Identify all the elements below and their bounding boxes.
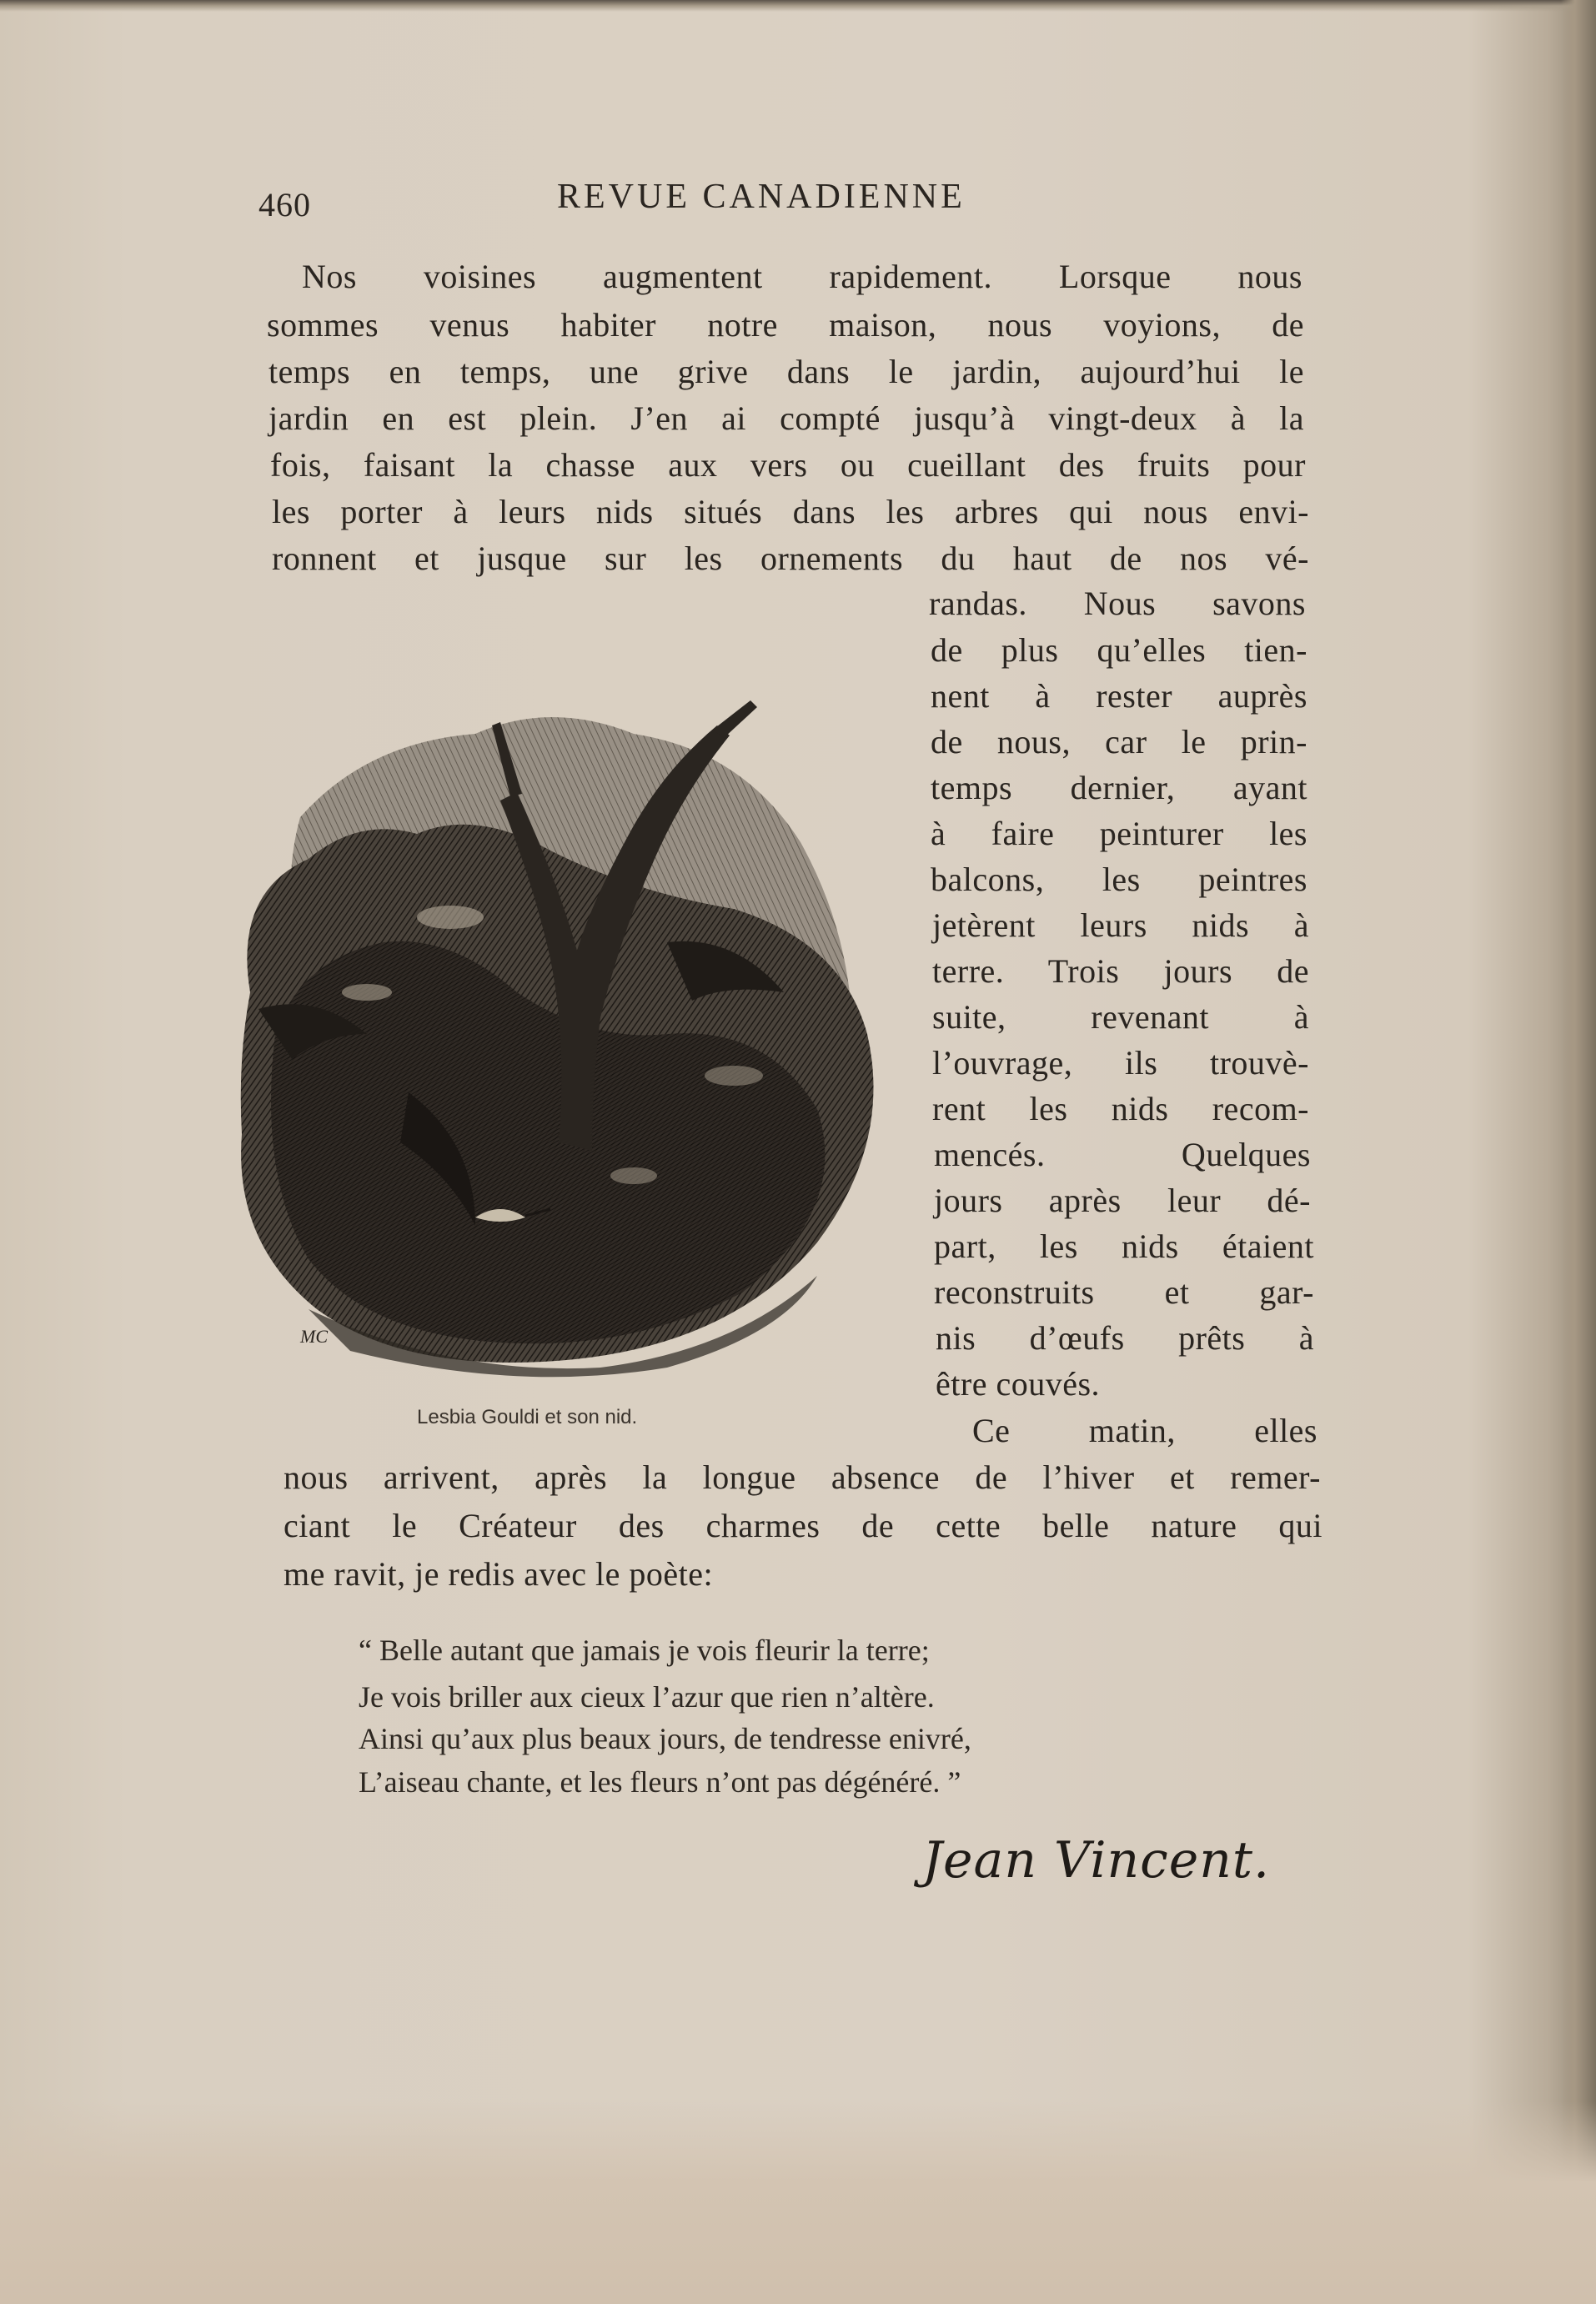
page-top-edge (0, 0, 1596, 12)
column-line-14: jours après leur dé- (934, 1182, 1311, 1219)
column-line-16: reconstruits et gar- (934, 1273, 1314, 1311)
column-line-19: Ce matin, elles (972, 1412, 1317, 1449)
column-line-11: l’ouvrage, ils trouvè- (932, 1044, 1309, 1082)
column-line-18: être couvés. (936, 1365, 1101, 1403)
body-line-5: fois, faisant la chasse aux vers ou cueillant des fruits pour (270, 446, 1306, 484)
closing-line-2: ciant le Créateur des charmes de cette belle nature qui (284, 1507, 1322, 1544)
body-line-7: ronnent et jusque sur les ornements du haut de nos vé- (272, 540, 1309, 577)
page-number: 460 (258, 186, 311, 223)
body-line-6: les porter à leurs nids situés dans les arbres qui nous envi- (272, 493, 1309, 530)
author-signature: Jean Vincent. (922, 1831, 1271, 1890)
poem-line-3: Ainsi qu’aux plus beaux jours, de tendresse enivré, (359, 1722, 971, 1755)
column-line-15: part, les nids étaient (934, 1227, 1314, 1265)
body-line-1: Nos voisines augmentent rapidement. Lorsque nous (302, 258, 1302, 295)
closing-line-3: me ravit, je redis avec le poète: (284, 1555, 714, 1593)
illustration-caption: Lesbia Gouldi et son nid. (417, 1406, 638, 1428)
column-line-17: nis d’œufs prêts à (936, 1319, 1314, 1357)
column-line-12: rent les nids recom- (932, 1090, 1309, 1127)
engraver-signature: MC (300, 1326, 328, 1347)
column-line-8: jetèrent leurs nids à (932, 906, 1309, 944)
column-line-1: randas. Nous savons (929, 585, 1306, 622)
column-line-13: mencés. Quelques (934, 1136, 1311, 1173)
poem-line-1: “ Belle autant que jamais je vois fleurir la terre; (359, 1634, 930, 1667)
engraving-illustration (200, 642, 901, 1384)
column-line-3: nent à rester auprès (931, 677, 1307, 715)
body-line-2: sommes venus habiter notre maison, nous voyions, de (267, 306, 1304, 344)
column-line-7: balcons, les peintres (931, 861, 1307, 898)
page-binding-shadow (1561, 0, 1596, 2304)
column-line-4: de nous, car le prin- (931, 723, 1307, 760)
page-bottom-tone (0, 2101, 1596, 2304)
column-line-6: à faire peinturer les (931, 815, 1307, 852)
column-line-2: de plus qu’elles tien- (931, 631, 1307, 669)
tree-nest-engraving-icon (200, 642, 901, 1384)
poem-line-2: Je vois briller aux cieux l’azur que rien n’altère. (359, 1680, 935, 1714)
column-line-10: suite, revenant à (932, 998, 1309, 1036)
body-line-4: jardin en est plein. J’en ai compté jusqu’à vingt-deux à la (269, 399, 1304, 437)
body-line-3: temps en temps, une grive dans le jardin, aujourd’hui le (269, 353, 1304, 390)
running-title: REVUE CANADIENNE (557, 178, 966, 216)
closing-line-1: nous arrivent, après la longue absence de l’hiver et remer- (284, 1458, 1321, 1496)
column-line-9: terre. Trois jours de (932, 952, 1309, 990)
poem-line-4: L’aiseau chante, et les fleurs n’ont pas dégénéré. ” (359, 1765, 961, 1799)
column-line-5: temps dernier, ayant (931, 769, 1307, 806)
